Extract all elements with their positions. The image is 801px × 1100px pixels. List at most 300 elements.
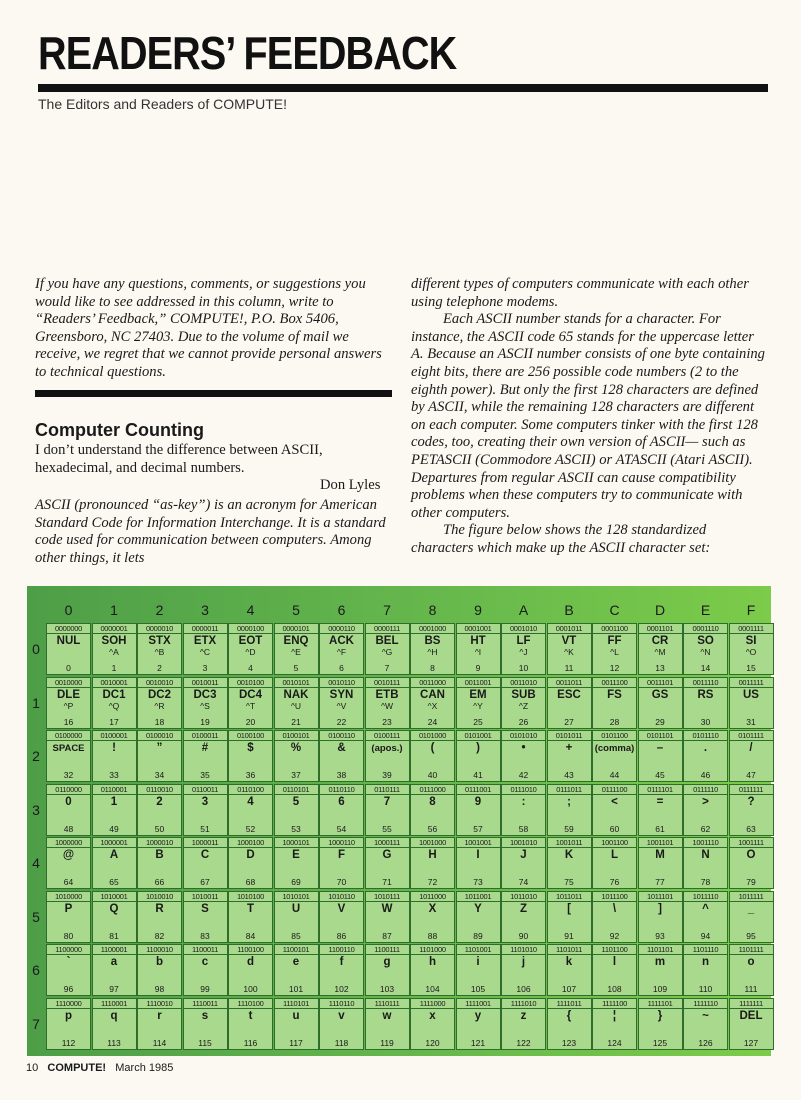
control-key: ^I — [474, 647, 482, 657]
ascii-cell — [274, 623, 319, 675]
decimal-code: 48 — [63, 823, 74, 834]
ascii-cell — [183, 730, 228, 782]
binary-code: 1000011 — [184, 838, 227, 848]
character: GS — [651, 688, 669, 701]
binary-code: 1000101 — [275, 838, 318, 848]
binary-code: 1110011 — [184, 999, 227, 1009]
binary-code: 0011010 — [502, 678, 545, 688]
binary-code: 0101111 — [730, 731, 773, 741]
column-header: 1 — [110, 602, 118, 618]
binary-code: 0010011 — [184, 678, 227, 688]
ascii-cell — [319, 837, 364, 889]
issue-date: March 1985 — [115, 1062, 174, 1074]
character: y — [474, 1009, 482, 1022]
character: . — [703, 742, 708, 754]
ascii-cell — [183, 944, 228, 996]
decimal-code: 85 — [291, 930, 301, 941]
decimal-code: 68 — [245, 877, 256, 887]
row-header: 2 — [32, 748, 40, 764]
control-key: ^Y — [473, 700, 483, 711]
column-header: E — [700, 602, 711, 618]
decimal-code: 16 — [63, 716, 74, 727]
binary-code: 1100010 — [138, 945, 181, 955]
ascii-cell — [683, 891, 728, 943]
character: p — [64, 1009, 73, 1022]
binary-code: 0001010 — [502, 624, 545, 634]
decimal-code: 83 — [200, 930, 210, 941]
page-title: READERS’ FEEDBACK — [38, 27, 457, 79]
character: ; — [567, 795, 571, 808]
ascii-cell — [365, 730, 410, 782]
ascii-cell — [92, 891, 137, 943]
ascii-cell — [319, 784, 364, 836]
ascii-cell — [683, 784, 728, 836]
binary-code: 1111011 — [548, 999, 591, 1009]
decimal-code: 99 — [200, 984, 210, 994]
ascii-cell — [274, 730, 319, 782]
character: & — [337, 742, 346, 754]
ascii-cell — [501, 837, 546, 889]
decimal-code: 58 — [518, 823, 529, 834]
ascii-cell — [319, 730, 364, 782]
decimal-code: 7 — [384, 663, 390, 673]
decimal-code: 92 — [609, 930, 620, 941]
decimal-code: 21 — [291, 716, 301, 727]
binary-code: 0101010 — [502, 731, 545, 741]
decimal-code: 97 — [109, 984, 119, 994]
character: T — [246, 902, 255, 915]
binary-code: 1110111 — [366, 999, 409, 1009]
decimal-code: 79 — [746, 877, 756, 887]
binary-code: 1101011 — [548, 945, 591, 955]
decimal-code: 120 — [425, 1037, 440, 1048]
ascii-cell — [592, 730, 637, 782]
character: ] — [658, 902, 662, 915]
character: SPACE — [52, 743, 85, 754]
decimal-code: 108 — [607, 984, 622, 994]
character: DC4 — [238, 688, 262, 701]
ascii-cell — [365, 784, 410, 836]
binary-code: 0111000 — [411, 785, 454, 795]
decimal-code: 3 — [202, 663, 208, 673]
character: O — [746, 849, 756, 861]
binary-code: 0001110 — [684, 624, 727, 634]
decimal-code: 35 — [200, 770, 210, 780]
ascii-cell — [228, 784, 273, 836]
decimal-code: 74 — [518, 877, 529, 887]
control-key: ^F — [336, 647, 347, 657]
decimal-code: 116 — [243, 1037, 258, 1048]
binary-code: 0101011 — [548, 731, 591, 741]
decimal-code: 15 — [746, 663, 756, 673]
ascii-cell — [46, 891, 91, 943]
ascii-cell — [683, 677, 728, 729]
decimal-code: 57 — [473, 823, 483, 834]
decimal-code: 106 — [516, 984, 531, 994]
ascii-cell — [456, 998, 501, 1050]
ascii-cell — [274, 784, 319, 836]
ascii-cell — [183, 623, 228, 675]
binary-code: 0100111 — [366, 731, 409, 741]
character: 1 — [110, 795, 118, 808]
ascii-cell — [228, 730, 273, 782]
character: % — [290, 742, 302, 754]
page-number: 10 — [26, 1062, 39, 1074]
character: 2 — [156, 795, 163, 808]
binary-code: 1000010 — [138, 838, 181, 848]
binary-code: 1010101 — [275, 892, 318, 902]
character: r — [157, 1009, 162, 1022]
binary-code: 1000001 — [93, 838, 136, 848]
character: X — [428, 902, 437, 915]
binary-code: 0110100 — [229, 785, 272, 795]
decimal-code: 9 — [475, 663, 481, 673]
character: # — [201, 742, 209, 754]
control-key: ^Z — [518, 700, 529, 711]
binary-code: 1011111 — [730, 892, 773, 902]
ascii-cell — [183, 677, 228, 729]
title-rule — [38, 84, 768, 92]
control-key: ^Q — [108, 700, 120, 711]
character: ( — [430, 742, 435, 754]
binary-code: 0010000 — [47, 678, 90, 688]
binary-code: 1010110 — [320, 892, 363, 902]
decimal-code: 64 — [63, 877, 74, 887]
character: STX — [148, 635, 171, 647]
decimal-code: 8 — [430, 663, 435, 673]
ascii-cell — [638, 730, 683, 782]
binary-code: 0011001 — [457, 678, 500, 688]
binary-code: 1000000 — [47, 838, 90, 848]
binary-code: 0011111 — [730, 678, 773, 688]
ascii-cell — [319, 998, 364, 1050]
character: R — [155, 902, 164, 915]
character: I — [476, 849, 480, 861]
character: DEL — [739, 1009, 763, 1022]
column-header: 4 — [246, 602, 255, 618]
binary-code: 0101000 — [411, 731, 454, 741]
ascii-cell — [92, 623, 137, 675]
ascii-cell — [274, 837, 319, 889]
decimal-code: 72 — [427, 877, 438, 887]
binary-code: 0100000 — [47, 731, 90, 741]
character: $ — [247, 742, 254, 754]
row-header: 0 — [32, 641, 40, 657]
binary-code: 1111010 — [502, 999, 545, 1009]
binary-code: 1110001 — [93, 999, 136, 1009]
ascii-cell — [547, 837, 592, 889]
character: z — [520, 1009, 527, 1022]
character: x — [429, 1009, 436, 1022]
binary-code: 0000101 — [275, 624, 318, 634]
control-key: ^N — [700, 647, 711, 657]
ascii-cell — [501, 998, 546, 1050]
ascii-cell — [592, 837, 637, 889]
character: ~ — [702, 1009, 709, 1022]
decimal-code: 105 — [470, 984, 486, 994]
decimal-code: 91 — [564, 930, 574, 941]
binary-code: 1010001 — [93, 892, 136, 902]
ascii-cell — [638, 784, 683, 836]
character: (comma) — [594, 743, 635, 754]
ascii-cell — [92, 998, 137, 1050]
character: LF — [516, 635, 531, 647]
character: j — [521, 956, 526, 968]
character: DLE — [57, 688, 80, 701]
binary-code: 1110101 — [275, 999, 318, 1009]
ascii-cell — [547, 784, 592, 836]
decimal-code: 47 — [746, 770, 756, 780]
character: EOT — [238, 635, 263, 647]
binary-code: 1110100 — [229, 999, 272, 1009]
decimal-code: 53 — [291, 823, 301, 834]
decimal-code: 101 — [288, 984, 304, 994]
character: • — [521, 742, 526, 754]
row-header: 6 — [32, 962, 40, 978]
character: C — [200, 849, 210, 861]
character: 4 — [247, 795, 254, 808]
binary-code: 1010100 — [229, 892, 272, 902]
binary-code: 1001100 — [593, 838, 636, 848]
character: o — [747, 956, 755, 968]
binary-code: 1100101 — [275, 945, 318, 955]
decimal-code: 6 — [339, 663, 344, 673]
character: L — [610, 849, 619, 861]
decimal-code: 5 — [293, 663, 299, 673]
character: Q — [109, 902, 119, 915]
character: > — [702, 795, 709, 808]
character: = — [656, 795, 664, 808]
decimal-code: 59 — [564, 823, 574, 834]
binary-code: 0101101 — [639, 731, 682, 741]
binary-code: 1101000 — [411, 945, 454, 955]
character: NAK — [283, 688, 309, 701]
ascii-cell — [183, 891, 228, 943]
binary-code: 0010110 — [320, 678, 363, 688]
column-header: 6 — [337, 602, 346, 618]
decimal-code: 46 — [700, 770, 711, 780]
ascii-cell — [365, 837, 410, 889]
control-key: ^L — [610, 647, 619, 657]
binary-code: 0110111 — [366, 785, 409, 795]
binary-code: 1011010 — [502, 892, 545, 902]
question-author: Don Lyles — [320, 477, 381, 493]
ascii-cell — [46, 944, 91, 996]
ascii-cell — [456, 837, 501, 889]
binary-code: 0000010 — [138, 624, 181, 634]
character: ETX — [193, 635, 217, 647]
answer-paragraph-1: ASCII (pronounced “as-key”) is an acronym for American Standard Code for Information Interchange. It is a standard code used for communication between computers. Among other things, it lets — [35, 497, 386, 566]
decimal-code: 49 — [109, 823, 119, 834]
answer-paragraph-4: The figure below shows the 128 standardized characters which make up the ASCII character set: — [411, 522, 711, 556]
character: FF — [607, 635, 622, 647]
decimal-code: 17 — [109, 716, 119, 727]
ascii-cell — [683, 944, 728, 996]
decimal-code: 121 — [470, 1037, 486, 1048]
decimal-code: 39 — [382, 770, 392, 780]
control-key: ^E — [291, 647, 301, 657]
character: BEL — [375, 635, 399, 647]
binary-code: 0111111 — [730, 785, 773, 795]
decimal-code: 94 — [700, 930, 711, 941]
character: ACK — [329, 635, 354, 647]
decimal-code: 1 — [111, 663, 117, 673]
character: l — [612, 956, 617, 968]
ascii-cell — [365, 623, 410, 675]
ascii-cell — [456, 730, 501, 782]
character: DC3 — [193, 688, 217, 701]
binary-code: 1100100 — [229, 945, 272, 955]
decimal-code: 102 — [334, 984, 349, 994]
ascii-cell — [547, 891, 592, 943]
character: + — [565, 742, 573, 754]
decimal-code: 87 — [382, 930, 392, 941]
character: ? — [747, 795, 755, 808]
character: \ — [612, 902, 617, 915]
ascii-cell — [46, 837, 91, 889]
character: B — [155, 849, 164, 861]
decimal-code: 84 — [245, 930, 256, 941]
row-header: 7 — [32, 1015, 40, 1032]
decimal-code: 25 — [473, 716, 483, 727]
answer-paragraph-2: different types of computers communicate with each other using telephone modems. — [411, 276, 749, 310]
ascii-cell — [638, 944, 683, 996]
ascii-cell — [592, 784, 637, 836]
decimal-code: 27 — [564, 716, 574, 727]
ascii-cell — [410, 891, 455, 943]
character: ! — [112, 742, 116, 754]
character: V — [337, 902, 346, 915]
decimal-code: 113 — [107, 1037, 121, 1048]
binary-code: 0110000 — [47, 785, 90, 795]
control-key: ^B — [154, 647, 165, 657]
character: F — [337, 849, 346, 861]
decimal-code: 75 — [564, 877, 574, 887]
ascii-cell — [274, 998, 319, 1050]
ascii-cell — [46, 784, 91, 836]
decimal-code: 80 — [63, 930, 74, 941]
control-key: ^H — [427, 647, 438, 657]
ascii-cell — [92, 784, 137, 836]
character: SUB — [511, 688, 536, 701]
character: M — [655, 849, 665, 861]
decimal-code: 61 — [655, 823, 665, 834]
character: q — [110, 1009, 118, 1022]
character: n — [701, 956, 710, 968]
binary-code: 0101110 — [684, 731, 727, 741]
character: t — [248, 1009, 253, 1022]
ascii-cell — [547, 677, 592, 729]
binary-code: 1000111 — [366, 838, 409, 848]
binary-code: 0100010 — [138, 731, 181, 741]
control-key: ^V — [336, 700, 347, 711]
ascii-cell — [501, 944, 546, 996]
ascii-cell — [137, 944, 182, 996]
control-key: ^T — [245, 700, 256, 711]
ascii-cell — [137, 784, 182, 836]
ascii-cell — [274, 891, 319, 943]
character: EM — [469, 688, 487, 701]
character: ENQ — [283, 635, 309, 647]
decimal-code: 0 — [66, 663, 71, 673]
character: SO — [697, 635, 714, 647]
ascii-cell — [501, 730, 546, 782]
decimal-code: 13 — [655, 663, 665, 673]
row-header: 5 — [32, 908, 40, 925]
magazine-name: COMPUTE! — [47, 1062, 107, 1074]
decimal-code: 38 — [336, 770, 347, 780]
ascii-cell — [410, 730, 455, 782]
binary-code: 1001110 — [684, 838, 727, 848]
ascii-cell — [501, 784, 546, 836]
binary-code: 0011110 — [684, 678, 727, 688]
binary-code: 1010000 — [47, 892, 90, 902]
answer-continued — [411, 276, 768, 558]
character: CAN — [420, 688, 445, 701]
character: VT — [561, 635, 577, 647]
ascii-cell — [410, 677, 455, 729]
ascii-cell — [137, 837, 182, 889]
decimal-code: 50 — [154, 823, 165, 834]
binary-code: 1011011 — [548, 892, 591, 902]
binary-code: 0001000 — [411, 624, 454, 634]
decimal-code: 100 — [243, 984, 258, 994]
binary-code: 1110010 — [138, 999, 181, 1009]
character: CR — [651, 635, 669, 647]
decimal-code: 103 — [379, 984, 395, 994]
binary-code: 0000011 — [184, 624, 227, 634]
decimal-code: 20 — [245, 716, 256, 727]
ascii-cell — [137, 623, 182, 675]
binary-code: 1100111 — [366, 945, 409, 955]
character: D — [246, 849, 255, 861]
intro-paragraph: If you have any questions, comments, or suggestions you would like to see addressed in this column, write to “Readers’ Feedback,” COMPUTE!, P.O. Box 5406, Greensboro, NC 27403. Due to the volume of mail we receive, we regret that we cannot provide personal answers to technical questions. — [35, 276, 382, 380]
character: f — [339, 956, 344, 968]
character: { — [566, 1009, 572, 1022]
character: v — [338, 1009, 345, 1022]
column-header: 0 — [64, 602, 73, 618]
character: m — [654, 956, 666, 968]
binary-code: 1011000 — [411, 892, 454, 902]
column-header: C — [609, 602, 620, 618]
ascii-cell — [228, 677, 273, 729]
ascii-cell — [456, 944, 501, 996]
binary-code: 1000110 — [320, 838, 363, 848]
ascii-cell — [638, 623, 683, 675]
decimal-code: 118 — [334, 1037, 349, 1048]
binary-code: 0111101 — [639, 785, 682, 795]
character: HT — [470, 635, 486, 647]
decimal-code: 76 — [609, 877, 620, 887]
row-header: 1 — [32, 694, 40, 711]
binary-code: 0111011 — [548, 785, 591, 795]
ascii-cell — [319, 891, 364, 943]
ascii-cell — [501, 677, 546, 729]
binary-code: 0010100 — [229, 678, 272, 688]
decimal-code: 28 — [609, 716, 620, 727]
page-footer — [26, 1062, 173, 1074]
ascii-cell — [365, 891, 410, 943]
decimal-code: 124 — [607, 1037, 622, 1048]
ascii-cell — [365, 677, 410, 729]
decimal-code: 70 — [336, 877, 347, 887]
character: ” — [156, 742, 163, 754]
column-header: 7 — [383, 602, 391, 618]
ascii-cell — [92, 677, 137, 729]
character: } — [657, 1009, 663, 1022]
decimal-code: 19 — [200, 716, 210, 727]
binary-code: 1101001 — [457, 945, 500, 955]
